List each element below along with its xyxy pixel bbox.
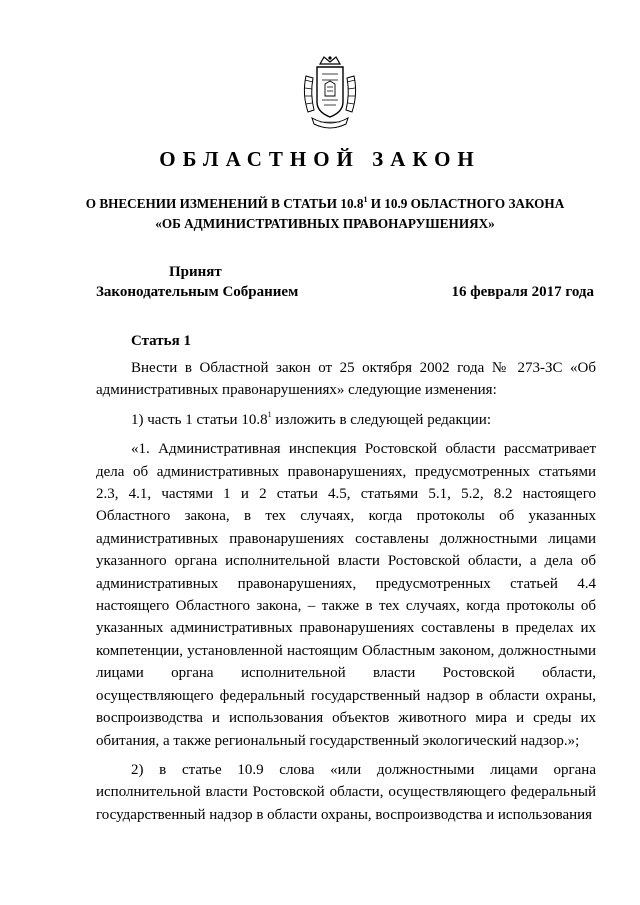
adoption-date: 16 февраля 2017 года [451, 284, 594, 300]
item-1-superscript: 1 [267, 409, 272, 419]
adoption-block [96, 262, 298, 302]
coat-of-arms-icon [300, 54, 360, 132]
law-subtitle [85, 194, 565, 234]
article-heading: Статья 1 [131, 333, 191, 349]
subtitle-part-2: И 10.9 ОБЛАСТНОГО ЗАКОНА «ОБ АДМИНИСТРАТИВНЫХ ПРАВОНАРУШЕНИЯХ» [155, 196, 565, 231]
item-1-part-2: изложить в следующей редакции: [271, 411, 491, 428]
paragraph-intro: Внести в Областной закон от 25 октября 2002 года № 273-ЗС «Об административных правонарушениях» следующие изменения: [96, 360, 596, 399]
paragraph-item-1 [96, 409, 596, 431]
item-1-part-1: 1) часть 1 статьи 10.8 [131, 411, 268, 428]
subtitle-superscript: 1 [363, 194, 368, 204]
article-body [96, 357, 596, 833]
paragraph-item-2: 2) в статье 10.9 слова «или должностными лицами органа исполнительной власти Ростовской области, осуществляющего федеральный государственный надзор в области охраны, воспроизводства и использования [96, 761, 596, 823]
adopted-by: Законодательным Собранием [96, 284, 299, 300]
subtitle-part-1: О ВНЕСЕНИИ ИЗМЕНЕНИЙ В СТАТЬИ 10.8 [85, 196, 364, 211]
paragraph-new-wording: «1. Административная инспекция Ростовской области рассматривает дела об административных правонарушениях, предусмотренных статьями 2.3, 4.1, частями 1 и 2 статьи 4.5, статьями 5.1, 5.2, 8.2 настоящего Областного закона, в тех случаях, когда протоколы об указанных административных правонарушениях составлены должностными лицами указанного органа исполнительной власти Ростовской области, а дела об административных правонарушениях, предусмотренных статьей 4.4 настоящего Областного закона, – также в тех случаях, когда протоколы об указанных административных правонарушениях составлены в пределах их компетенции, установленной настоящим Областным законом, должностными лицами органа исполнительной власти Ростовской области, осуществляющего федеральный государственный надзор в области охраны, воспроизводства и использования объектов животного мира и среды их обитания, а также региональный государственный экологический надзор.»; [96, 441, 596, 749]
law-title: ОБЛАСТНОЙ ЗАКОН [159, 147, 481, 171]
adopted-label: Принят [169, 264, 222, 280]
